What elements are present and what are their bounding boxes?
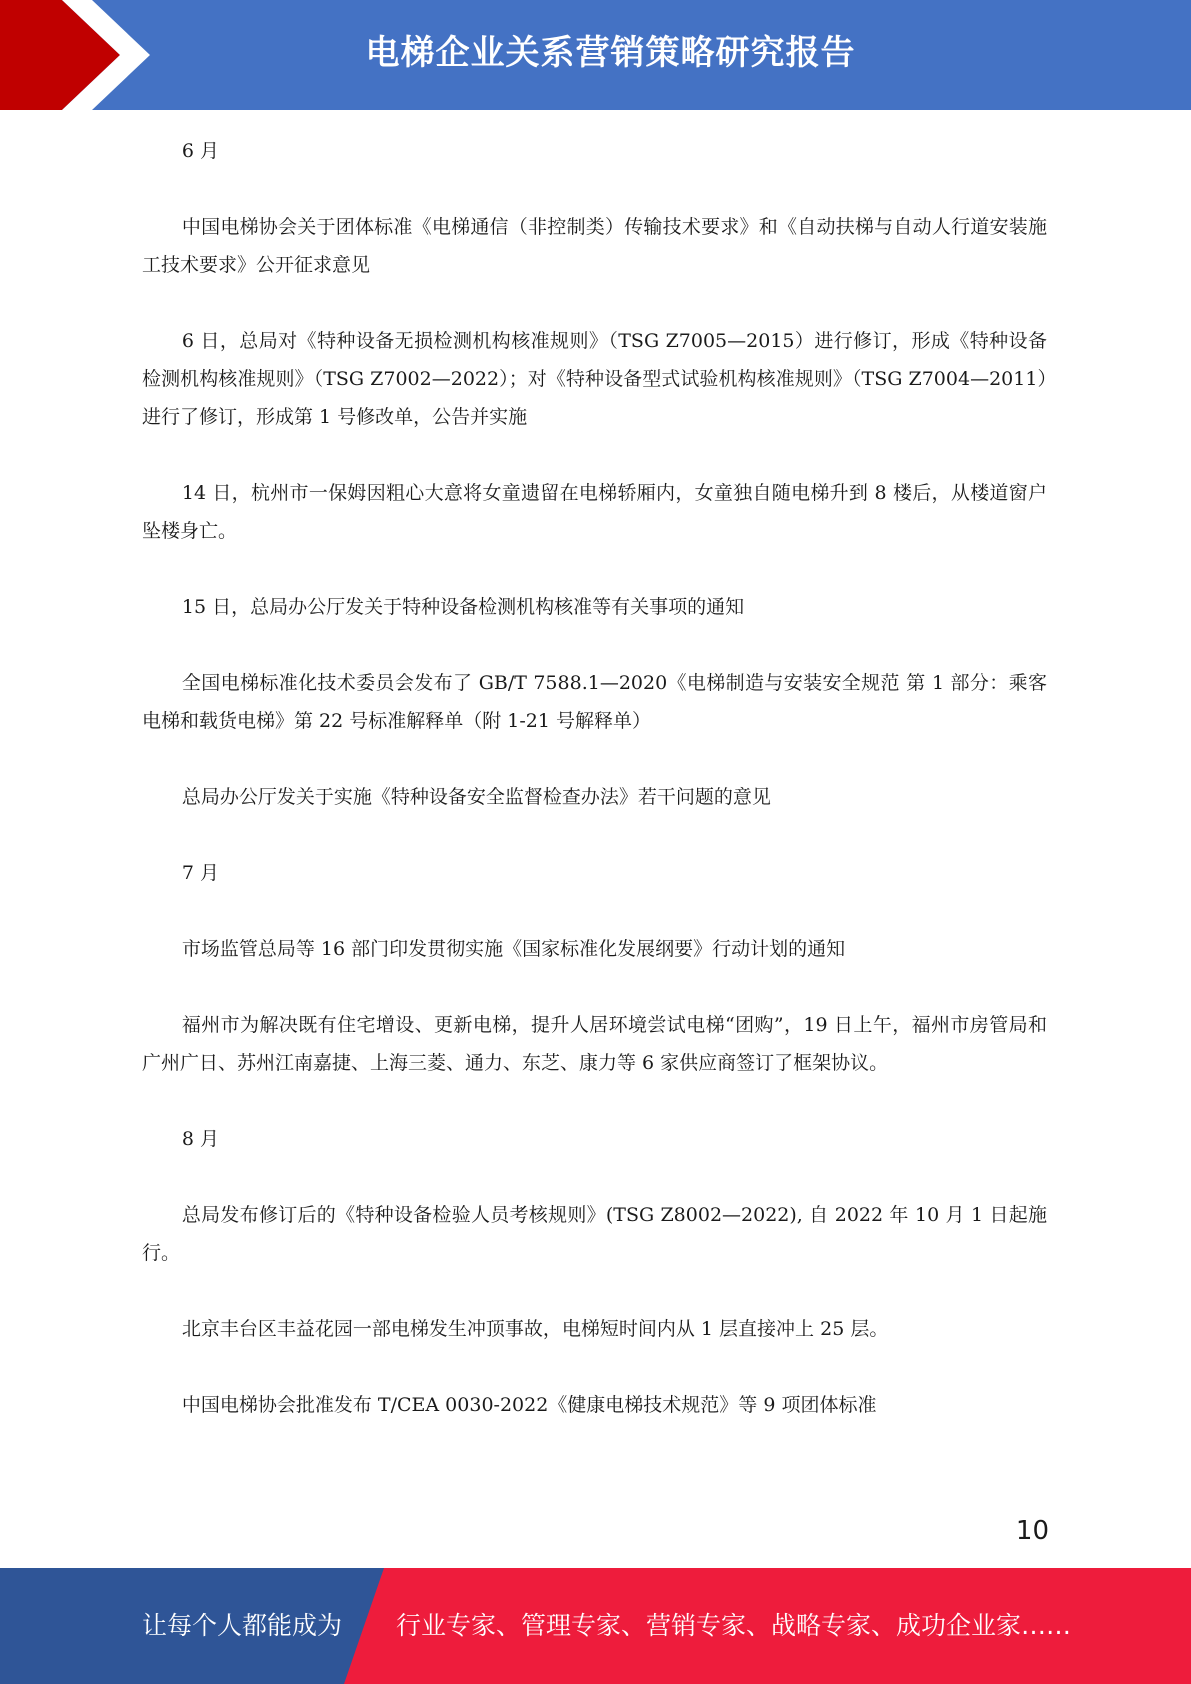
paragraph: 中国电梯协会关于团体标准《电梯通信（非控制类）传输技术要求》和《自动扶梯与自动人行道安装施工技术要求》公开征求意见 xyxy=(142,216,1047,276)
paragraph-month-july: 7 月 xyxy=(181,862,220,884)
paragraph: 北京丰台区丰益花园一部电梯发生冲顶事故，电梯短时间内从 1 层直接冲上 25 层。 xyxy=(181,1318,889,1340)
header-chevron-decoration xyxy=(0,0,160,110)
paragraph-month-august: 8 月 xyxy=(181,1128,220,1150)
paragraph: 14 日，杭州市一保姆因粗心大意将女童遗留在电梯轿厢内，女童独自随电梯升到 8 楼后，从楼道窗户坠楼身亡。 xyxy=(142,482,1047,542)
document-body xyxy=(142,132,1047,1462)
paragraph: 全国电梯标准化技术委员会发布了 GB/T 7588.1—2020《电梯制造与安装安全规范 第 1 部分：乘客电梯和载货电梯》第 22 号标准解释单（附 1-21 号解释单） xyxy=(142,672,1047,732)
paragraph: 福州市为解决既有住宅增设、更新电梯，提升人居环境尝试电梯“团购”，19 日上午，福州市房管局和广州广日、苏州江南嘉捷、上海三菱、通力、东芝、康力等 6 家供应商签订了框架协议。 xyxy=(142,1014,1047,1074)
report-title: 电梯企业关系营销策略研究报告 xyxy=(365,33,856,73)
paragraph: 总局办公厅发关于实施《特种设备安全监督检查办法》若干问题的意见 xyxy=(181,786,771,808)
paragraph: 市场监管总局等 16 部门印发贯彻实施《国家标准化发展纲要》行动计划的通知 xyxy=(181,938,846,960)
footer-slogan-left: 让每个人都能成为 xyxy=(142,1611,343,1640)
page-footer xyxy=(0,1568,1191,1684)
paragraph: 6 日，总局对《特种设备无损检测机构核准规则》（TSG Z7005—2015）进行修订，形成《特种设备检测机构核准规则》（TSG Z7002—2022）；对《特种设备型式试验机构核准规则》（TSG Z7004—2011）进行了修订，形成第 1 号修改单，公告并实施 xyxy=(142,330,1047,428)
page-number: 10 xyxy=(1015,1516,1049,1546)
paragraph-month-june: 6 月 xyxy=(181,140,220,162)
paragraph: 总局发布修订后的《特种设备检验人员考核规则》(TSG Z8002—2022), 自 2022 年 10 月 1 日起施行。 xyxy=(142,1204,1047,1264)
footer-slogan-right: 行业专家、管理专家、营销专家、战略专家、成功企业家…… xyxy=(396,1611,1072,1640)
paragraph: 15 日，总局办公厅发关于特种设备检测机构核准等有关事项的通知 xyxy=(181,596,745,618)
page-header xyxy=(0,0,1191,110)
paragraph: 中国电梯协会批准发布 T/CEA 0030-2022《健康电梯技术规范》等 9 项团体标准 xyxy=(181,1394,877,1416)
